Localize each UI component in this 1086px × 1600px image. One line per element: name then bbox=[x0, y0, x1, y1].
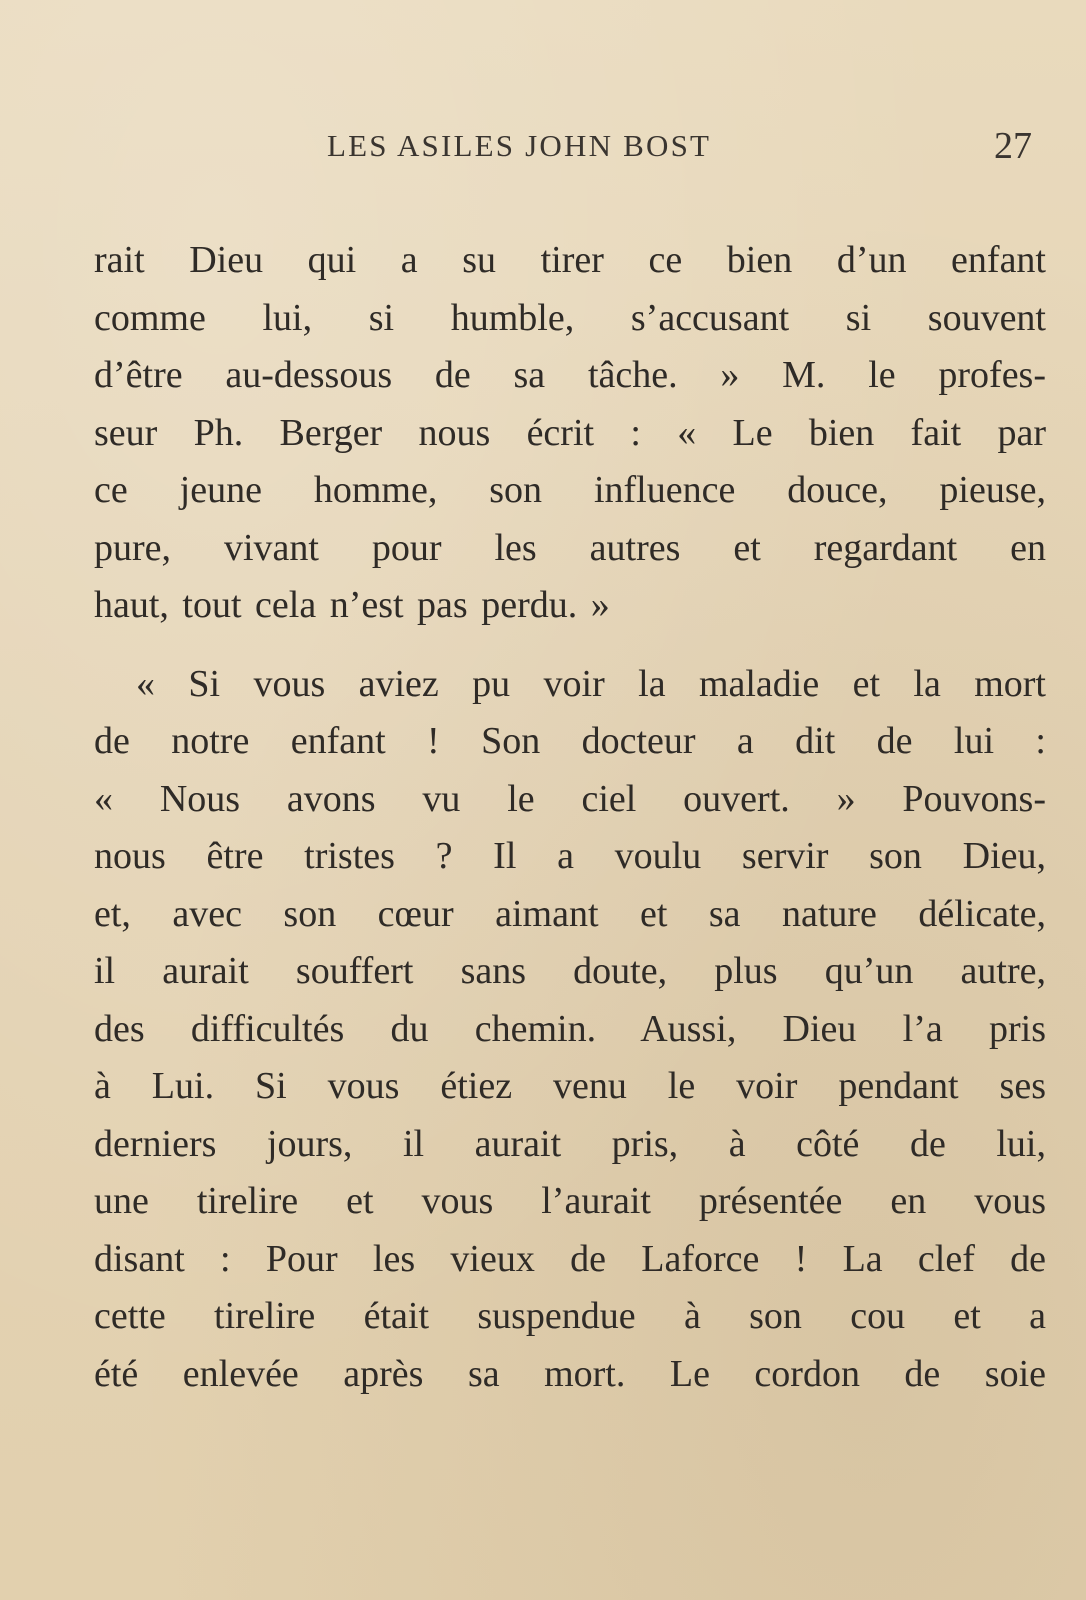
text-line: seur Ph. Berger nous écrit : « Le bien fait par bbox=[94, 411, 1046, 454]
text-line: rait Dieu qui a su tirer ce bien d’un enfant bbox=[94, 239, 1046, 281]
text-line: de notre enfant ! Son docteur a dit de lui : bbox=[94, 720, 1046, 762]
text-line: et, avec son cœur aimant et sa nature délicate, bbox=[94, 892, 1046, 935]
text-line: nous être tristes ? Il a voulu servir son Dieu, bbox=[94, 835, 1046, 877]
body-text bbox=[94, 232, 1046, 1403]
text-line: été enlevée après sa mort. Le cordon de soie bbox=[94, 1352, 1046, 1395]
text-line: des difficultés du chemin. Aussi, Dieu l’a pris bbox=[94, 1007, 1046, 1050]
text-line: ce jeune homme, son influence douce, pieuse, bbox=[94, 469, 1046, 511]
text-line: à Lui. Si vous étiez venu le voir pendant ses bbox=[94, 1065, 1046, 1107]
running-head bbox=[0, 125, 1086, 178]
paragraph-2 bbox=[94, 656, 1046, 1404]
paragraph-gap bbox=[94, 635, 1046, 656]
text-line: d’être au-dessous de sa tâche. » M. le profes- bbox=[94, 354, 1046, 396]
text-line: une tirelire et vous l’aurait présentée en vous bbox=[94, 1180, 1046, 1222]
text-line: disant : Pour les vieux de Laforce ! La clef de bbox=[94, 1237, 1046, 1280]
text-line: il aurait souffert sans doute, plus qu’un autre, bbox=[94, 950, 1046, 992]
text-line: comme lui, si humble, s’accusant si souvent bbox=[94, 296, 1046, 339]
running-title: LES ASILES JOHN BOST bbox=[327, 128, 712, 163]
text-line: « Si vous aviez pu voir la maladie et la mort bbox=[136, 662, 1046, 705]
page-number: 27 bbox=[994, 125, 1032, 167]
text-line: cette tirelire était suspendue à son cou et a bbox=[94, 1295, 1046, 1337]
text-line: pure, vivant pour les autres et regardant en bbox=[94, 526, 1046, 569]
text-line: haut, tout cela n’est pas perdu. » bbox=[94, 584, 610, 626]
text-line: « Nous avons vu le ciel ouvert. » Pouvons- bbox=[94, 777, 1046, 820]
text-line: derniers jours, il aurait pris, à côté de lui, bbox=[94, 1122, 1046, 1165]
paragraph-1 bbox=[94, 232, 1046, 635]
